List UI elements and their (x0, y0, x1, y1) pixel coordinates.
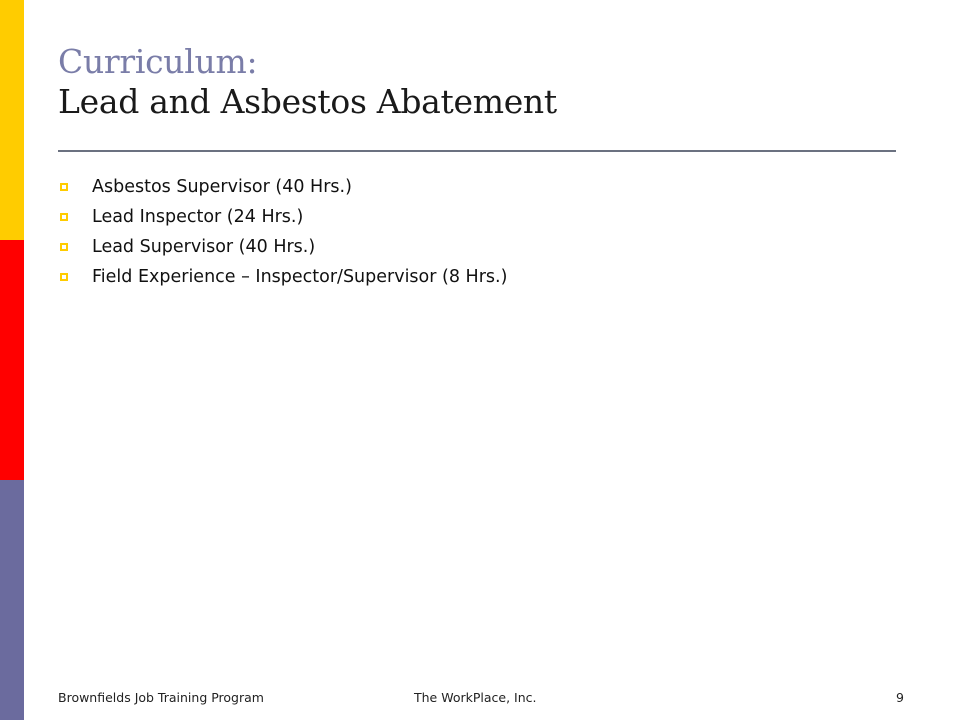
bullet-text: Asbestos Supervisor (40 Hrs.) (92, 177, 352, 197)
square-bullet-icon (60, 243, 68, 251)
slide-title (58, 42, 918, 121)
bullet-item (58, 172, 507, 202)
accent-stripe-yellow (0, 0, 24, 240)
slide-title-line-1: Curriculum: (58, 42, 258, 81)
bullet-text: Lead Supervisor (40 Hrs.) (92, 237, 316, 257)
square-bullet-icon (60, 213, 68, 221)
square-bullet-icon (60, 183, 68, 191)
accent-stripe-red (0, 240, 24, 480)
bullet-list (58, 172, 507, 292)
slide-page-number: 9 (896, 690, 904, 705)
accent-stripe-purple (0, 480, 24, 720)
footer-organization: The WorkPlace, Inc. (414, 690, 537, 705)
bullet-text: Field Experience – Inspector/Supervisor (8 Hrs.) (92, 267, 508, 287)
bullet-text: Lead Inspector (24 Hrs.) (92, 207, 304, 227)
bullet-item (58, 202, 507, 232)
bullet-item (58, 262, 507, 292)
bullet-item (58, 232, 507, 262)
slide-title-line-2: Lead and Asbestos Abatement (58, 81, 557, 121)
title-divider (58, 150, 896, 152)
square-bullet-icon (60, 273, 68, 281)
footer-program-name: Brownfields Job Training Program (58, 690, 264, 705)
